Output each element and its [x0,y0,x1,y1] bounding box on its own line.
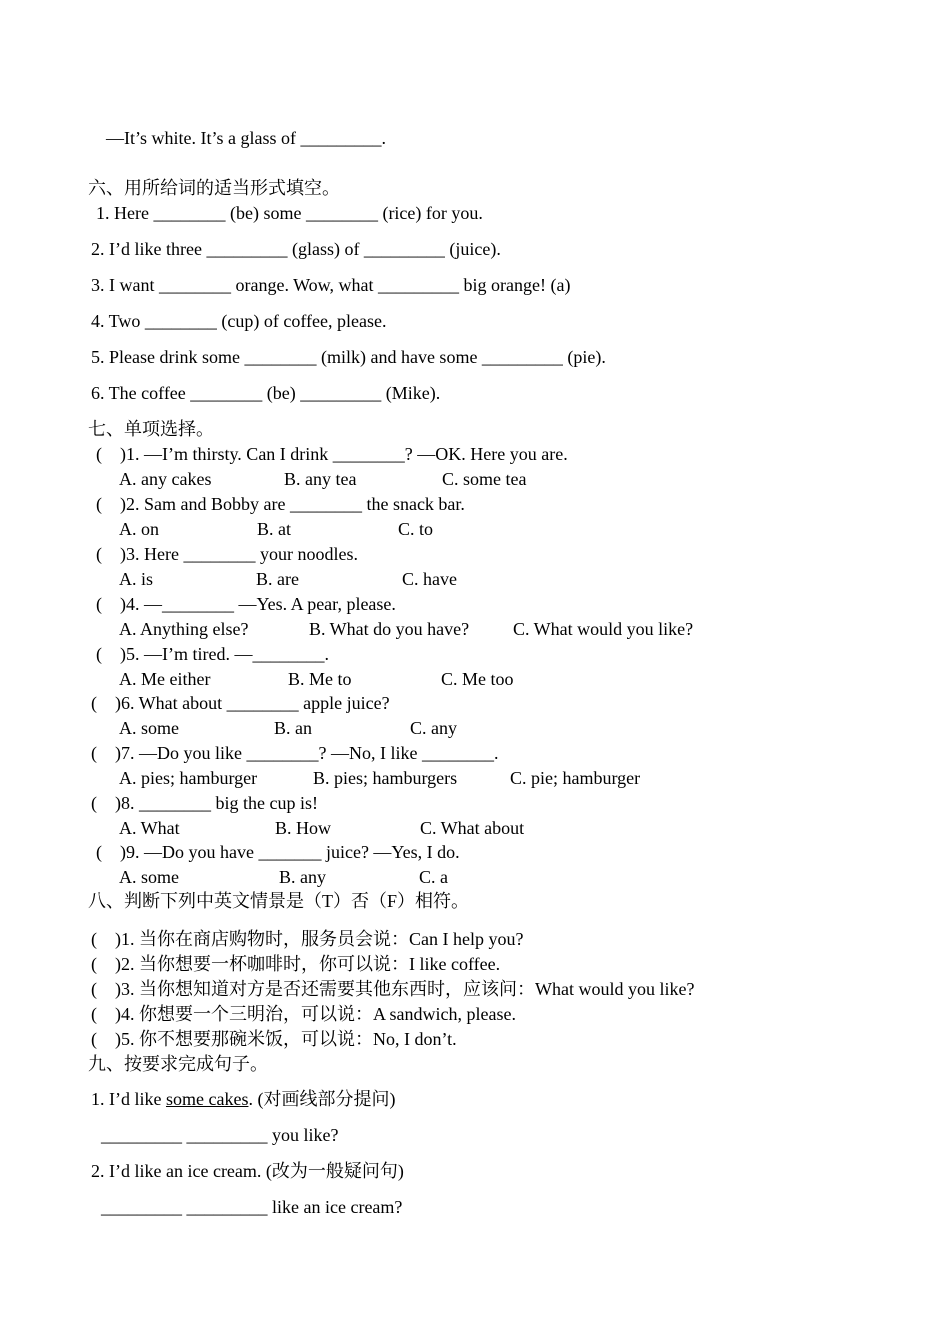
s7-q6-option-c: C. any [410,718,457,738]
s7-q2-option-b: B. at [257,519,291,539]
s6-item-5: 5. Please drink some ________ (milk) and have some _________ (pie). [91,347,606,367]
s7-q6-option-a: A. some [119,718,179,738]
s7-q3-option-b: B. are [256,569,299,589]
section-8-title: 八、判断下列中英文情景是（T）否（F）相符。 [88,891,470,911]
s9-q1-underlined: some cakes [165,1089,249,1109]
s7-q1: ( )1. —I’m thirsty. Can I drink ________? —OK. Here you are. [96,444,568,464]
s8-item-2: ( )2. 当你想要一杯咖啡时，你可以说：I like coffee. [91,954,501,974]
s7-q8: ( )8. ________ big the cup is! [91,793,318,813]
s7-q5-option-a: A. Me either [119,669,211,689]
s6-item-6: 6. The coffee ________ (be) _________ (Mike). [91,383,441,403]
s7-q2-option-a: A. on [119,519,159,539]
s8-item-1: ( )1. 当你在商店购物时，服务员会说：Can I help you? [91,929,524,949]
s9-q1-post: . (对画线部分提问) [248,1089,396,1109]
s7-q5-option-c: C. Me too [441,669,514,689]
s7-q4-option-b: B. What do you have? [309,619,470,639]
s7-q8-option-c: C. What about [420,818,525,838]
s7-q7-option-a: A. pies; hamburger [119,768,258,788]
s9-a1: _________ _________ you like? [101,1125,339,1145]
s7-q4: ( )4. —________ —Yes. A pear, please. [96,594,396,614]
s7-q7-option-c: C. pie; hamburger [510,768,641,788]
s7-q5-option-b: B. Me to [288,669,352,689]
section-6-title: 六、用所给词的适当形式填空。 [88,178,340,198]
section-7-title: 七、单项选择。 [88,419,214,439]
s9-q2: 2. I’d like an ice cream. (改为一般疑问句) [91,1161,404,1181]
s9-a2: _________ _________ like an ice cream? [101,1197,403,1217]
s7-q3-option-c: C. have [402,569,457,589]
s7-q4-option-c: C. What would you like? [513,619,694,639]
s6-item-2: 2. I’d like three _________ (glass) of _________ (juice). [91,239,501,259]
s7-q9-option-a: A. some [119,867,179,887]
s7-q7: ( )7. —Do you like ________? —No, I like ________. [91,743,499,763]
s6-item-4: 4. Two ________ (cup) of coffee, please. [91,311,387,331]
s7-q9-option-c: C. a [419,867,448,887]
s7-q6: ( )6. What about ________ apple juice? [91,693,390,713]
s6-item-1: 1. Here ________ (be) some ________ (rice) for you. [96,203,483,223]
s7-q9: ( )9. —Do you have _______ juice? —Yes, I do. [96,842,460,862]
s7-q6-option-b: B. an [274,718,312,738]
s7-q1-option-c: C. some tea [442,469,527,489]
s7-q3-option-a: A. is [119,569,154,589]
s8-item-3: ( )3. 当你想知道对方是否还需要其他东西时，应该问：What would you like? [91,979,695,999]
s9-q1-pre: 1. I’d like [91,1089,166,1109]
top-line: —It’s white. It’s a glass of _________. [106,128,386,148]
section-9-title: 九、按要求完成句子。 [88,1054,268,1074]
s7-q1-option-a: A. any cakes [119,469,212,489]
s8-item-5: ( )5. 你不想要那碗米饭，可以说：No, I don’t. [91,1029,457,1049]
s7-q5: ( )5. —I’m tired. —________. [96,644,329,664]
s7-q4-option-a: A. Anything else? [119,619,249,639]
s7-q2-option-c: C. to [398,519,434,539]
s7-q8-option-a: A. What [119,818,180,838]
s9-q1 [91,1089,395,1109]
s7-q7-option-b: B. pies; hamburgers [313,768,458,788]
s7-q9-option-b: B. any [279,867,326,887]
s6-item-3: 3. I want ________ orange. Wow, what _________ big orange! (a) [91,275,571,295]
s7-q8-option-b: B. How [275,818,332,838]
s7-q2: ( )2. Sam and Bobby are ________ the snack bar. [96,494,465,514]
s7-q1-option-b: B. any tea [284,469,357,489]
s7-q3: ( )3. Here ________ your noodles. [96,544,358,564]
s8-item-4: ( )4. 你想要一个三明治，可以说：A sandwich, please. [91,1004,516,1024]
